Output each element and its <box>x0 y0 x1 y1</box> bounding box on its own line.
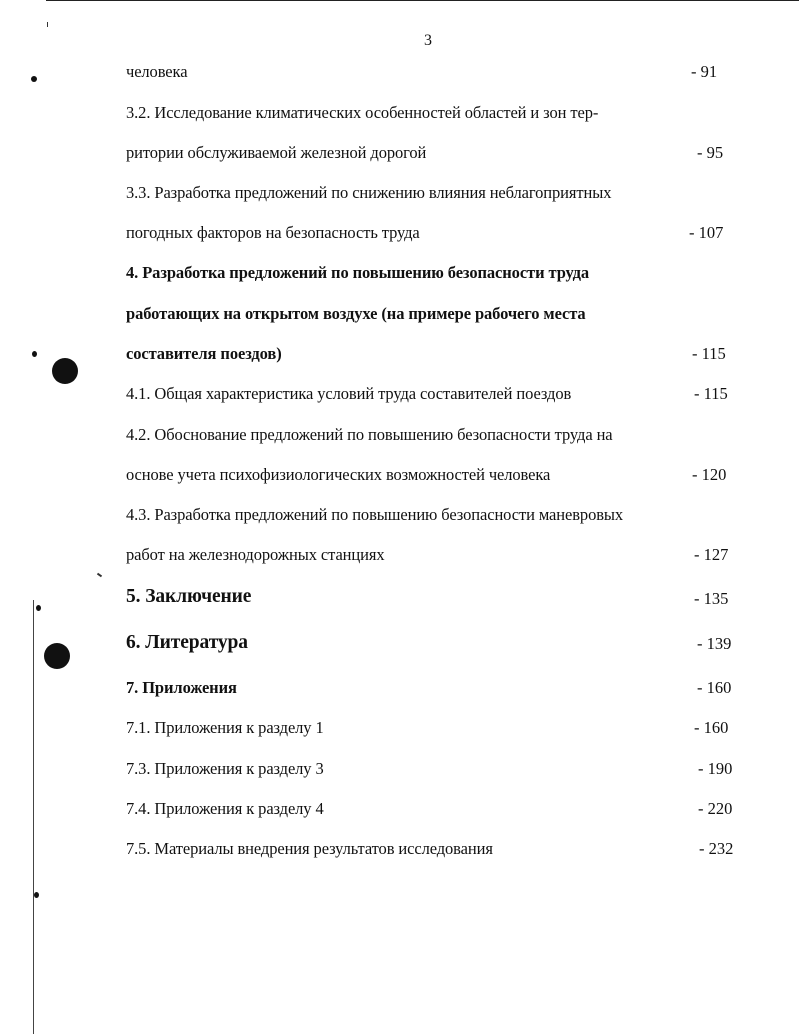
toc-entry-text: 4.1. Общая характеристика условий труда составителей поездов <box>126 384 572 403</box>
toc-entry-page: - 120 <box>692 465 727 484</box>
toc-entry-page: - 160 <box>697 678 732 697</box>
left-border-line <box>33 600 34 1034</box>
page-number: 3 <box>424 32 432 49</box>
toc-entry-text: работ на железнодорожных станциях <box>126 545 385 564</box>
toc-entry-page: - 127 <box>694 545 729 564</box>
toc-entry-text: погодных факторов на безопасность труда <box>126 223 420 242</box>
toc-entry-text: 3.2. Исследование климатических особенностей областей и зон тер- <box>126 103 599 122</box>
toc-entry-page: - 107 <box>689 223 724 242</box>
toc-entry-text: 7.3. Приложения к разделу 3 <box>126 759 324 778</box>
toc-entry-text: ритории обслуживаемой железной дорогой <box>126 143 427 162</box>
toc-entry-page: - 95 <box>697 143 724 162</box>
toc-entry-page: - 232 <box>699 839 734 858</box>
punch-hole <box>52 358 78 384</box>
toc-entry-text: 4.2. Обоснование предложений по повышению безопасности труда на <box>126 425 613 444</box>
toc-entry-text: работающих на открытом воздухе (на примере рабочего места <box>126 304 586 323</box>
toc-entry-text: 7. Приложения <box>126 678 237 697</box>
scan-mark <box>31 76 37 82</box>
toc-entry-page: - 190 <box>698 759 733 778</box>
toc-entry-page: - 220 <box>698 799 733 818</box>
toc-entry-text: 7.1. Приложения к разделу 1 <box>126 718 324 737</box>
toc-entry-text: 7.4. Приложения к разделу 4 <box>126 799 324 818</box>
toc-entry-text: 4. Разработка предложений по повышению безопасности труда <box>126 263 590 282</box>
toc-entry-page: - 135 <box>694 589 729 608</box>
toc-entry-page: - 91 <box>691 62 718 81</box>
toc-entry-text: 6. Литература <box>126 632 248 653</box>
punch-hole <box>44 643 70 669</box>
toc-entry-page: - 160 <box>694 718 729 737</box>
toc-entry-text: 4.3. Разработка предложений по повышению безопасности маневровых <box>126 505 624 524</box>
scan-mark <box>34 892 39 898</box>
scan-mark <box>97 573 102 578</box>
toc-entry-page: - 115 <box>692 344 726 363</box>
toc-entry-text: 3.3. Разработка предложений по снижению влияния неблагоприятных <box>126 183 612 202</box>
toc-entry-text: человека <box>126 62 188 81</box>
toc-entry-page: - 139 <box>697 634 732 653</box>
scan-mark <box>32 351 37 357</box>
scan-mark <box>36 605 41 611</box>
toc-entry-text: основе учета психофизиологических возможностей человека <box>126 465 551 484</box>
toc-entry-text: 5. Заключение <box>126 586 252 607</box>
top-border-line <box>46 0 799 1</box>
scan-mark <box>47 22 48 27</box>
toc-entry-page: - 115 <box>694 384 728 403</box>
toc-entry-text: 7.5. Материалы внедрения результатов исследования <box>126 839 493 858</box>
toc-entry-text: составителя поездов) <box>126 344 282 363</box>
